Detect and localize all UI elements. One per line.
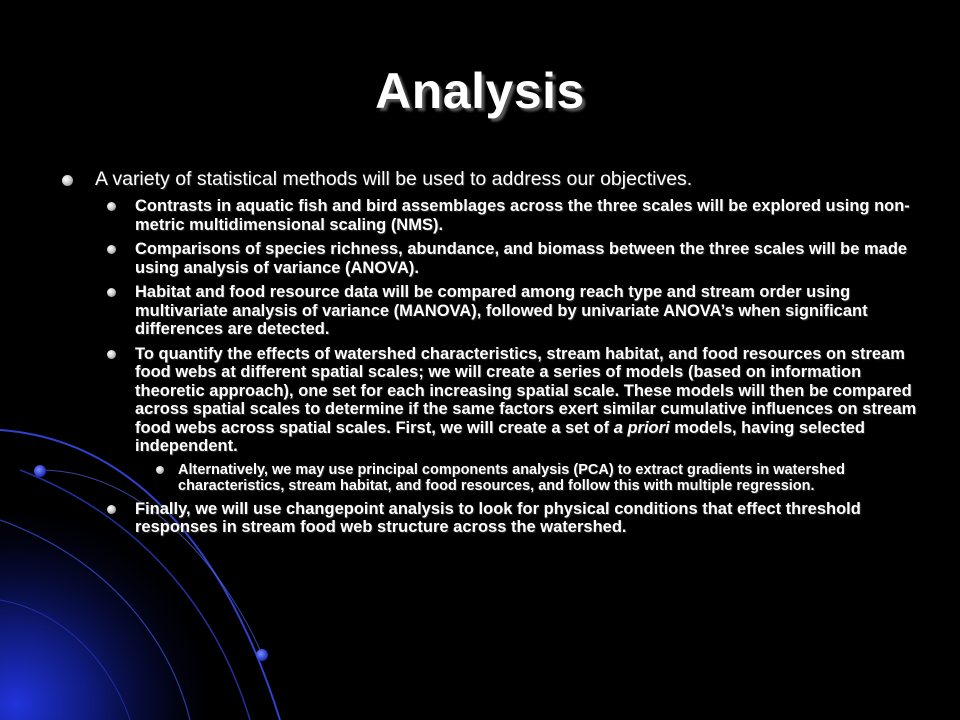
bullet-text-anova: Comparisons of species richness, abundance, and biomass between the three scales will be made using analysis of variance (ANOVA).: [135, 240, 908, 277]
bullet-level2: [58, 500, 918, 537]
bullet-level1: [58, 168, 918, 191]
orb-1: [34, 465, 46, 477]
bullet-dot-icon: [107, 245, 116, 254]
bullet-dot-icon: [107, 505, 116, 514]
bullet-level2: [58, 283, 918, 339]
quantify-text-part2: models, having selected independent.: [135, 418, 865, 455]
bullet-text-manova: Habitat and food resource data will be compared among reach type and stream order using multivariate analysis of variance (MANOVA), followed by univariate ANOVA’s when significant differences are detected.: [135, 283, 868, 338]
slide-body: [58, 168, 918, 537]
bullet-level3: [58, 462, 918, 494]
bullet-dot-icon: [107, 202, 116, 211]
orb-2: [256, 649, 268, 661]
bullet-dot-icon: [62, 175, 73, 186]
bullet-dot-icon: [107, 288, 116, 297]
bullet-text-quantify: [135, 345, 916, 456]
quantify-text-part1: To quantify the effects of watershed characteristics, stream habitat, and food resources on stream food webs at different spatial scales; we will create a series of models (based on information theoretic approach), one set for each increasing spatial scale. These models will then be compared across spatial scales to determine if the same factors exert similar cumulative influences on stream food webs across spatial scales. First, we will create a set of: [135, 344, 917, 437]
bullet-level2: [58, 240, 918, 277]
bullet-text-changepoint: Finally, we will use changepoint analysis to look for physical conditions that effect threshold responses in stream food web structure across the watershed.: [135, 499, 861, 536]
bullet-dot-icon: [107, 350, 116, 359]
bullet-text-main: A variety of statistical methods will be used to address our objectives.: [95, 168, 693, 190]
bullet-level2: [58, 345, 918, 456]
bullet-text-pca: Alternatively, we may use principal components analysis (PCA) to extract gradients in watershed characteristics, stream habitat, and food resources, and follow this with multiple regression.: [178, 461, 845, 494]
slide-title: Analysis: [375, 63, 585, 119]
bullet-text-nms: Contrasts in aquatic fish and bird assemblages across the three scales will be explored using non-metric multidimensional scaling (NMS).: [135, 197, 910, 234]
bullet-dot-icon: [156, 466, 164, 474]
quantify-text-italic: a priori: [613, 418, 670, 437]
bullet-level2: [58, 197, 918, 234]
